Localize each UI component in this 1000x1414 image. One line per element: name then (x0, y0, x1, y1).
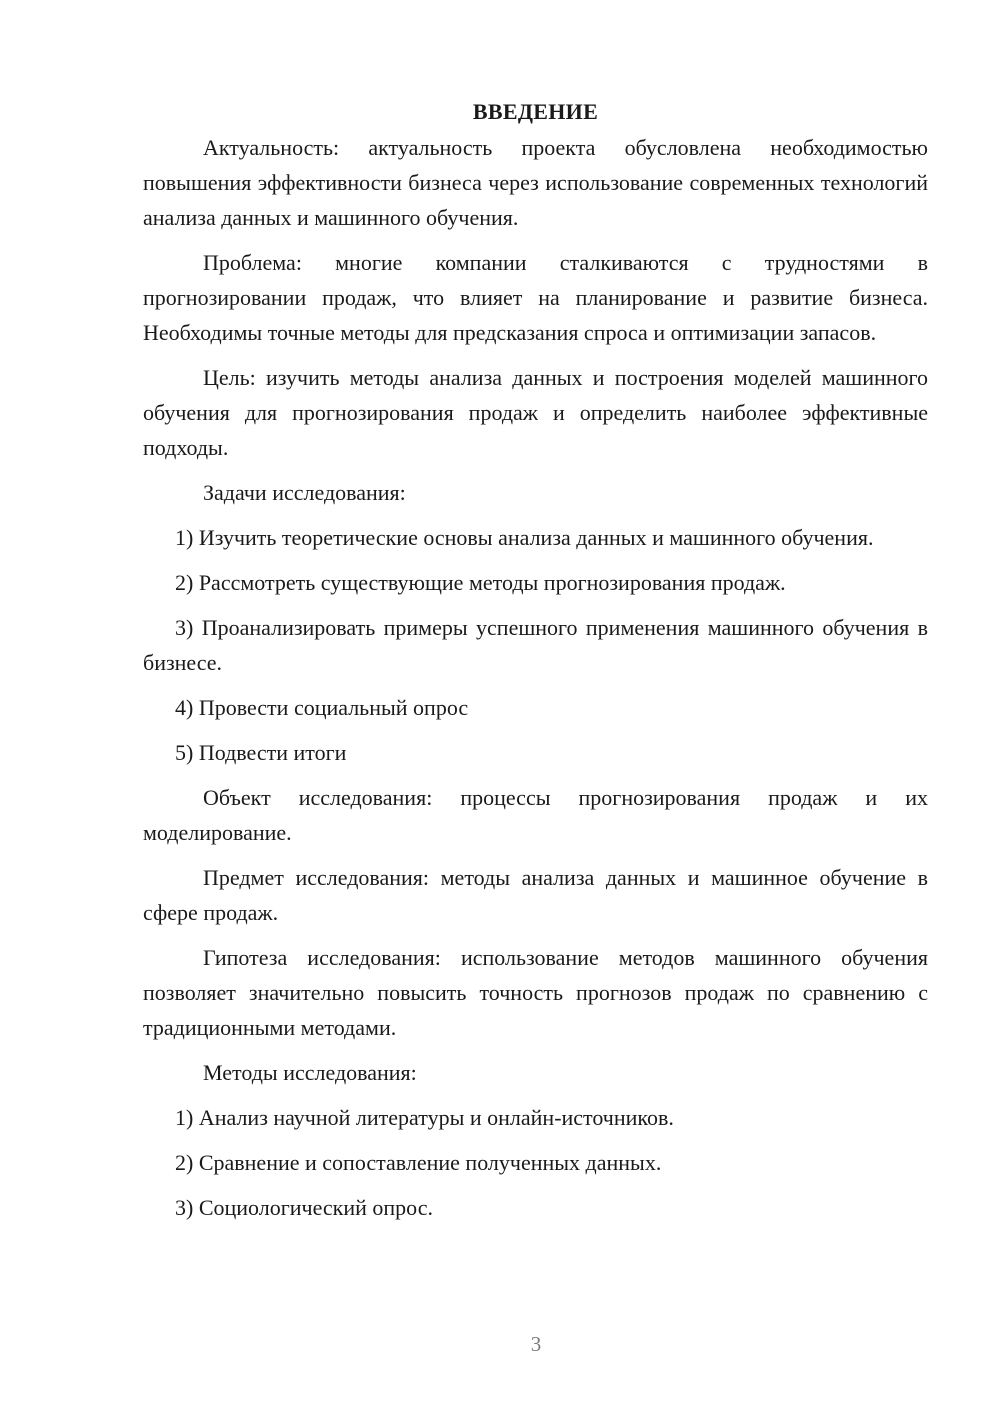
method-item: 1) Анализ научной литературы и онлайн-источников. (175, 1105, 674, 1130)
page-content (143, 94, 928, 1235)
object-paragraph: Объект исследования: процессы прогнозирования продаж и их моделирование. (143, 785, 928, 845)
task-item: 2) Рассмотреть существующие методы прогнозирования продаж. (175, 570, 786, 595)
relevance-paragraph: Актуальность: актуальность проекта обусловлена необходимостью повышения эффективности бизнеса через использование современных технологий анализа данных и машинного обучения. (143, 135, 928, 230)
goal-paragraph: Цель: изучить методы анализа данных и построения моделей машинного обучения для прогнозирования продаж и определить наиболее эффективные подходы. (143, 365, 928, 460)
page-number: 3 (530, 1332, 542, 1356)
method-item: 3) Социологический опрос. (175, 1195, 433, 1220)
hypothesis-paragraph: Гипотеза исследования: использование методов машинного обучения позволяет значительно повысить точность прогнозов продаж по сравнению с традиционными методами. (143, 945, 928, 1040)
task-item: 1) Изучить теоретические основы анализа данных и машинного обучения. (175, 525, 874, 550)
subject-paragraph: Предмет исследования: методы анализа данных и машинное обучение в сфере продаж. (143, 865, 928, 925)
task-item: 5) Подвести итоги (175, 740, 347, 765)
problem-paragraph: Проблема: многие компании сталкиваются с трудностями в прогнозировании продаж, что влияет на планирование и развитие бизнеса. Необходимы точные методы для предсказания спроса и оптимизации запасов. (143, 250, 928, 345)
methods-heading: Методы исследования: (203, 1060, 417, 1085)
tasks-heading: Задачи исследования: (203, 480, 406, 505)
method-item: 2) Сравнение и сопоставление полученных данных. (175, 1150, 662, 1175)
task-item: 4) Провести социальный опрос (175, 695, 469, 720)
page-title: ВВЕДЕНИЕ (472, 99, 599, 124)
task-item: 3) Проанализировать примеры успешного применения машинного обучения в бизнесе. (143, 615, 928, 675)
